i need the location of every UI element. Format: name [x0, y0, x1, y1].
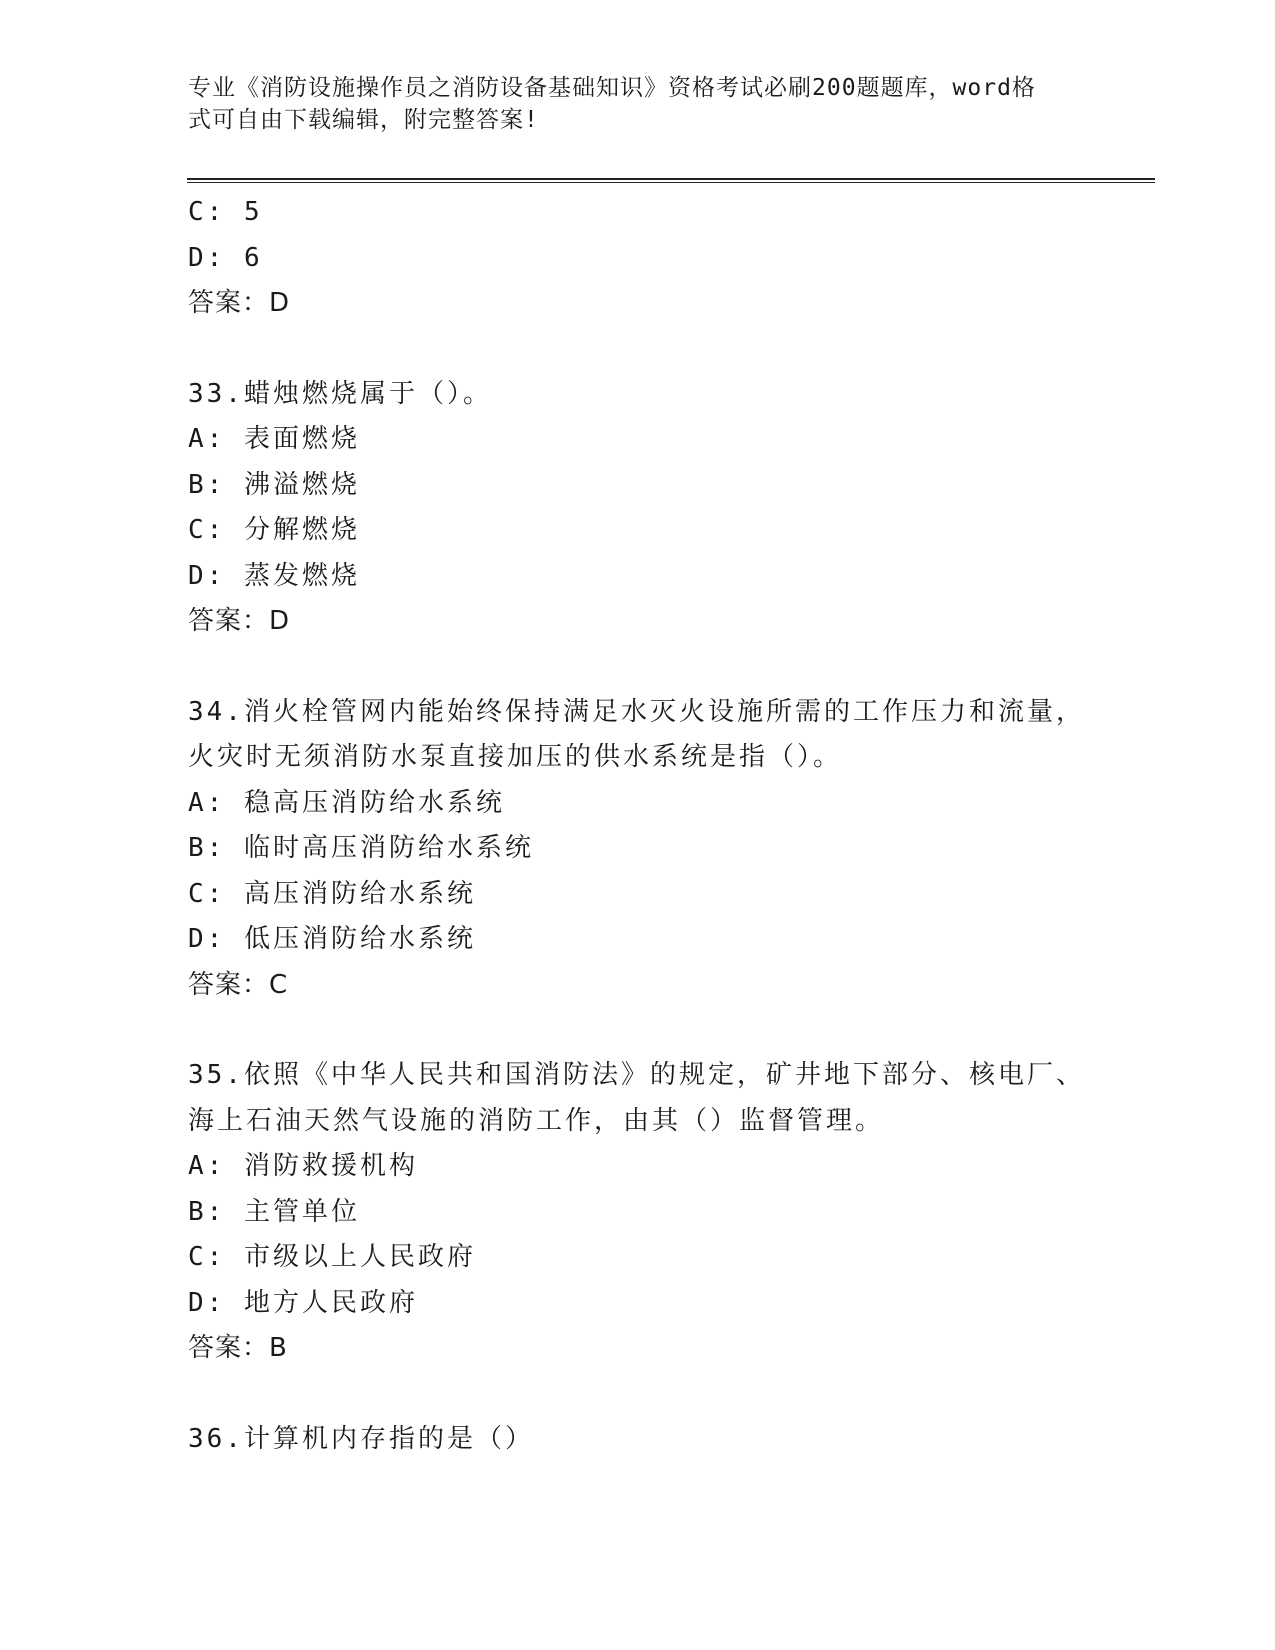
option-c: C: 5: [188, 197, 263, 227]
answer: 答案：D: [188, 606, 291, 636]
question-36: [188, 1417, 1088, 1463]
option-c: C: 市级以上人民政府: [188, 1242, 476, 1272]
question-35: [188, 1053, 1088, 1372]
option-a: A: 消防救援机构: [188, 1151, 418, 1181]
question-stem-line-1: 35.依照《中华人民共和国消防法》的规定，矿井地下部分、核电厂、: [188, 1060, 1085, 1090]
option-c: C: 高压消防给水系统: [188, 878, 476, 909]
question-stem: 33.蜡烛燃烧属于（）。: [188, 378, 492, 409]
option-d: D: 地方人民政府: [188, 1287, 418, 1318]
option-d: D: 6: [188, 242, 263, 273]
question-stem: 36.计算机内存指的是（）: [188, 1423, 534, 1454]
question-stem-line-1: 34.消火栓管网内能始终保持满足水灭火设施所需的工作压力和流量，: [188, 696, 1085, 727]
option-b: B: 沸溢燃烧: [188, 469, 360, 500]
question-stem-line-2: 海上石油天然气设施的消防工作，由其（）监督管理。: [188, 1105, 885, 1136]
header-divider-thick: [187, 178, 1155, 180]
question-32-tail: [188, 190, 1088, 327]
answer: 答案：C: [188, 969, 289, 1000]
header-line-2: 式可自由下载编辑，附完整答案!: [188, 107, 539, 133]
header-divider-thin: [187, 182, 1155, 183]
option-d: D: 低压消防给水系统: [188, 924, 476, 954]
question-stem-line-2: 火灾时无须消防水泵直接加压的供水系统是指（）。: [188, 742, 843, 772]
option-a: A: 表面燃烧: [188, 424, 360, 454]
question-33: [188, 372, 1088, 645]
header-line-1: 专业《消防设施操作员之消防设备基础知识》资格考试必刷200题题库，word格: [188, 75, 1036, 101]
option-a: A: 稳高压消防给水系统: [188, 787, 505, 818]
option-c: C: 分解燃烧: [188, 515, 360, 545]
option-b: B: 主管单位: [188, 1196, 360, 1227]
option-b: B: 临时高压消防给水系统: [188, 833, 534, 863]
document-header: [188, 72, 1068, 136]
question-34: [188, 690, 1088, 1009]
question-list: [188, 190, 1088, 1462]
answer: 答案：B: [188, 1333, 288, 1363]
option-d: D: 蒸发燃烧: [188, 560, 360, 591]
answer: 答案：D: [188, 288, 291, 318]
